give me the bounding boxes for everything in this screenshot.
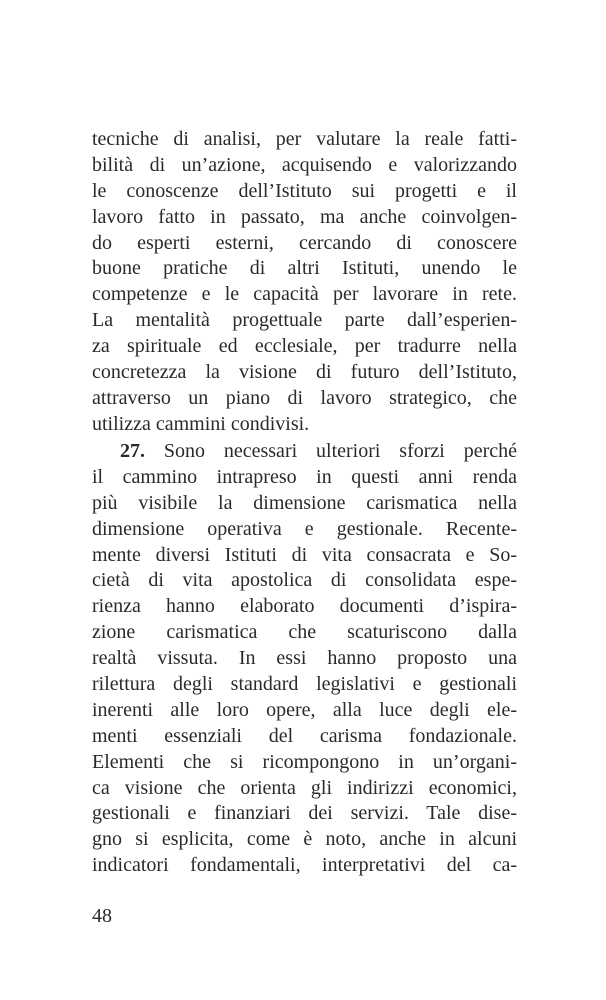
text-line: mente diversi Istituti di vita consacrata e So- <box>92 543 517 566</box>
text-line: dimensione operativa e gestionale. Recente- <box>92 517 517 540</box>
text-line: gestionali e finanziari dei servizi. Tale dise- <box>92 802 517 825</box>
text-line: za spirituale ed ecclesiale, per tradurre nella <box>92 335 517 358</box>
text-line: buone pratiche di altri Istituti, unendo le <box>92 257 517 280</box>
text-line: utilizza cammini condivisi. <box>92 412 310 435</box>
page-number: 48 <box>92 905 112 927</box>
text-line: il cammino intrapreso in questi anni renda <box>92 465 517 488</box>
text-line: attraverso un piano di lavoro strategico, che <box>92 386 517 409</box>
text-line-content: Sono necessari ulteriori sforzi perché <box>163 440 518 462</box>
paragraph-1 <box>92 127 517 438</box>
text-line: rilettura degli standard legislativi e gestionali <box>92 673 517 696</box>
text-line: zione carismatica che scaturiscono dalla <box>92 621 517 644</box>
text-line: rienza hanno elaborato documenti d’ispira- <box>92 595 517 618</box>
text-line: più visibile la dimensione carismatica nella <box>92 491 517 514</box>
text-line: cietà di vita apostolica di consolidata espe- <box>92 569 517 592</box>
text-line: inerenti alle loro opere, alla luce degli ele- <box>92 698 517 721</box>
text-line: La mentalità progettuale parte dall’esperien- <box>92 309 517 332</box>
text-line: gno si esplicita, come è noto, anche in alcuni <box>92 828 517 851</box>
text-line: competenze e le capacità per lavorare in rete. <box>92 283 517 306</box>
text-line: Elementi che si ricompongono in un’organi- <box>92 750 517 773</box>
text-line: indicatori fondamentali, interpretativi del ca- <box>92 854 517 877</box>
text-line: lavoro fatto in passato, ma anche coinvolgen- <box>92 205 517 228</box>
text-line: realtà vissuta. In essi hanno proposto una <box>92 647 517 670</box>
text-line: concretezza la visione di futuro dell’Istituto, <box>92 361 517 384</box>
paragraph-number: 27. <box>120 440 145 462</box>
text-line: ca visione che orienta gli indirizzi economici, <box>92 776 517 799</box>
text-line: le conoscenze dell’Istituto sui progetti e il <box>92 179 517 202</box>
text-line: menti essenziali del carisma fondazionale. <box>92 724 517 747</box>
text-line: tecniche di analisi, per valutare la reale fatti- <box>92 128 517 150</box>
text-line: do esperti esterni, cercando di conoscere <box>92 231 517 254</box>
text-line <box>92 439 517 465</box>
text-line: bilità di un’azione, acquisendo e valorizzando <box>92 153 517 176</box>
paragraph-27 <box>92 439 517 879</box>
